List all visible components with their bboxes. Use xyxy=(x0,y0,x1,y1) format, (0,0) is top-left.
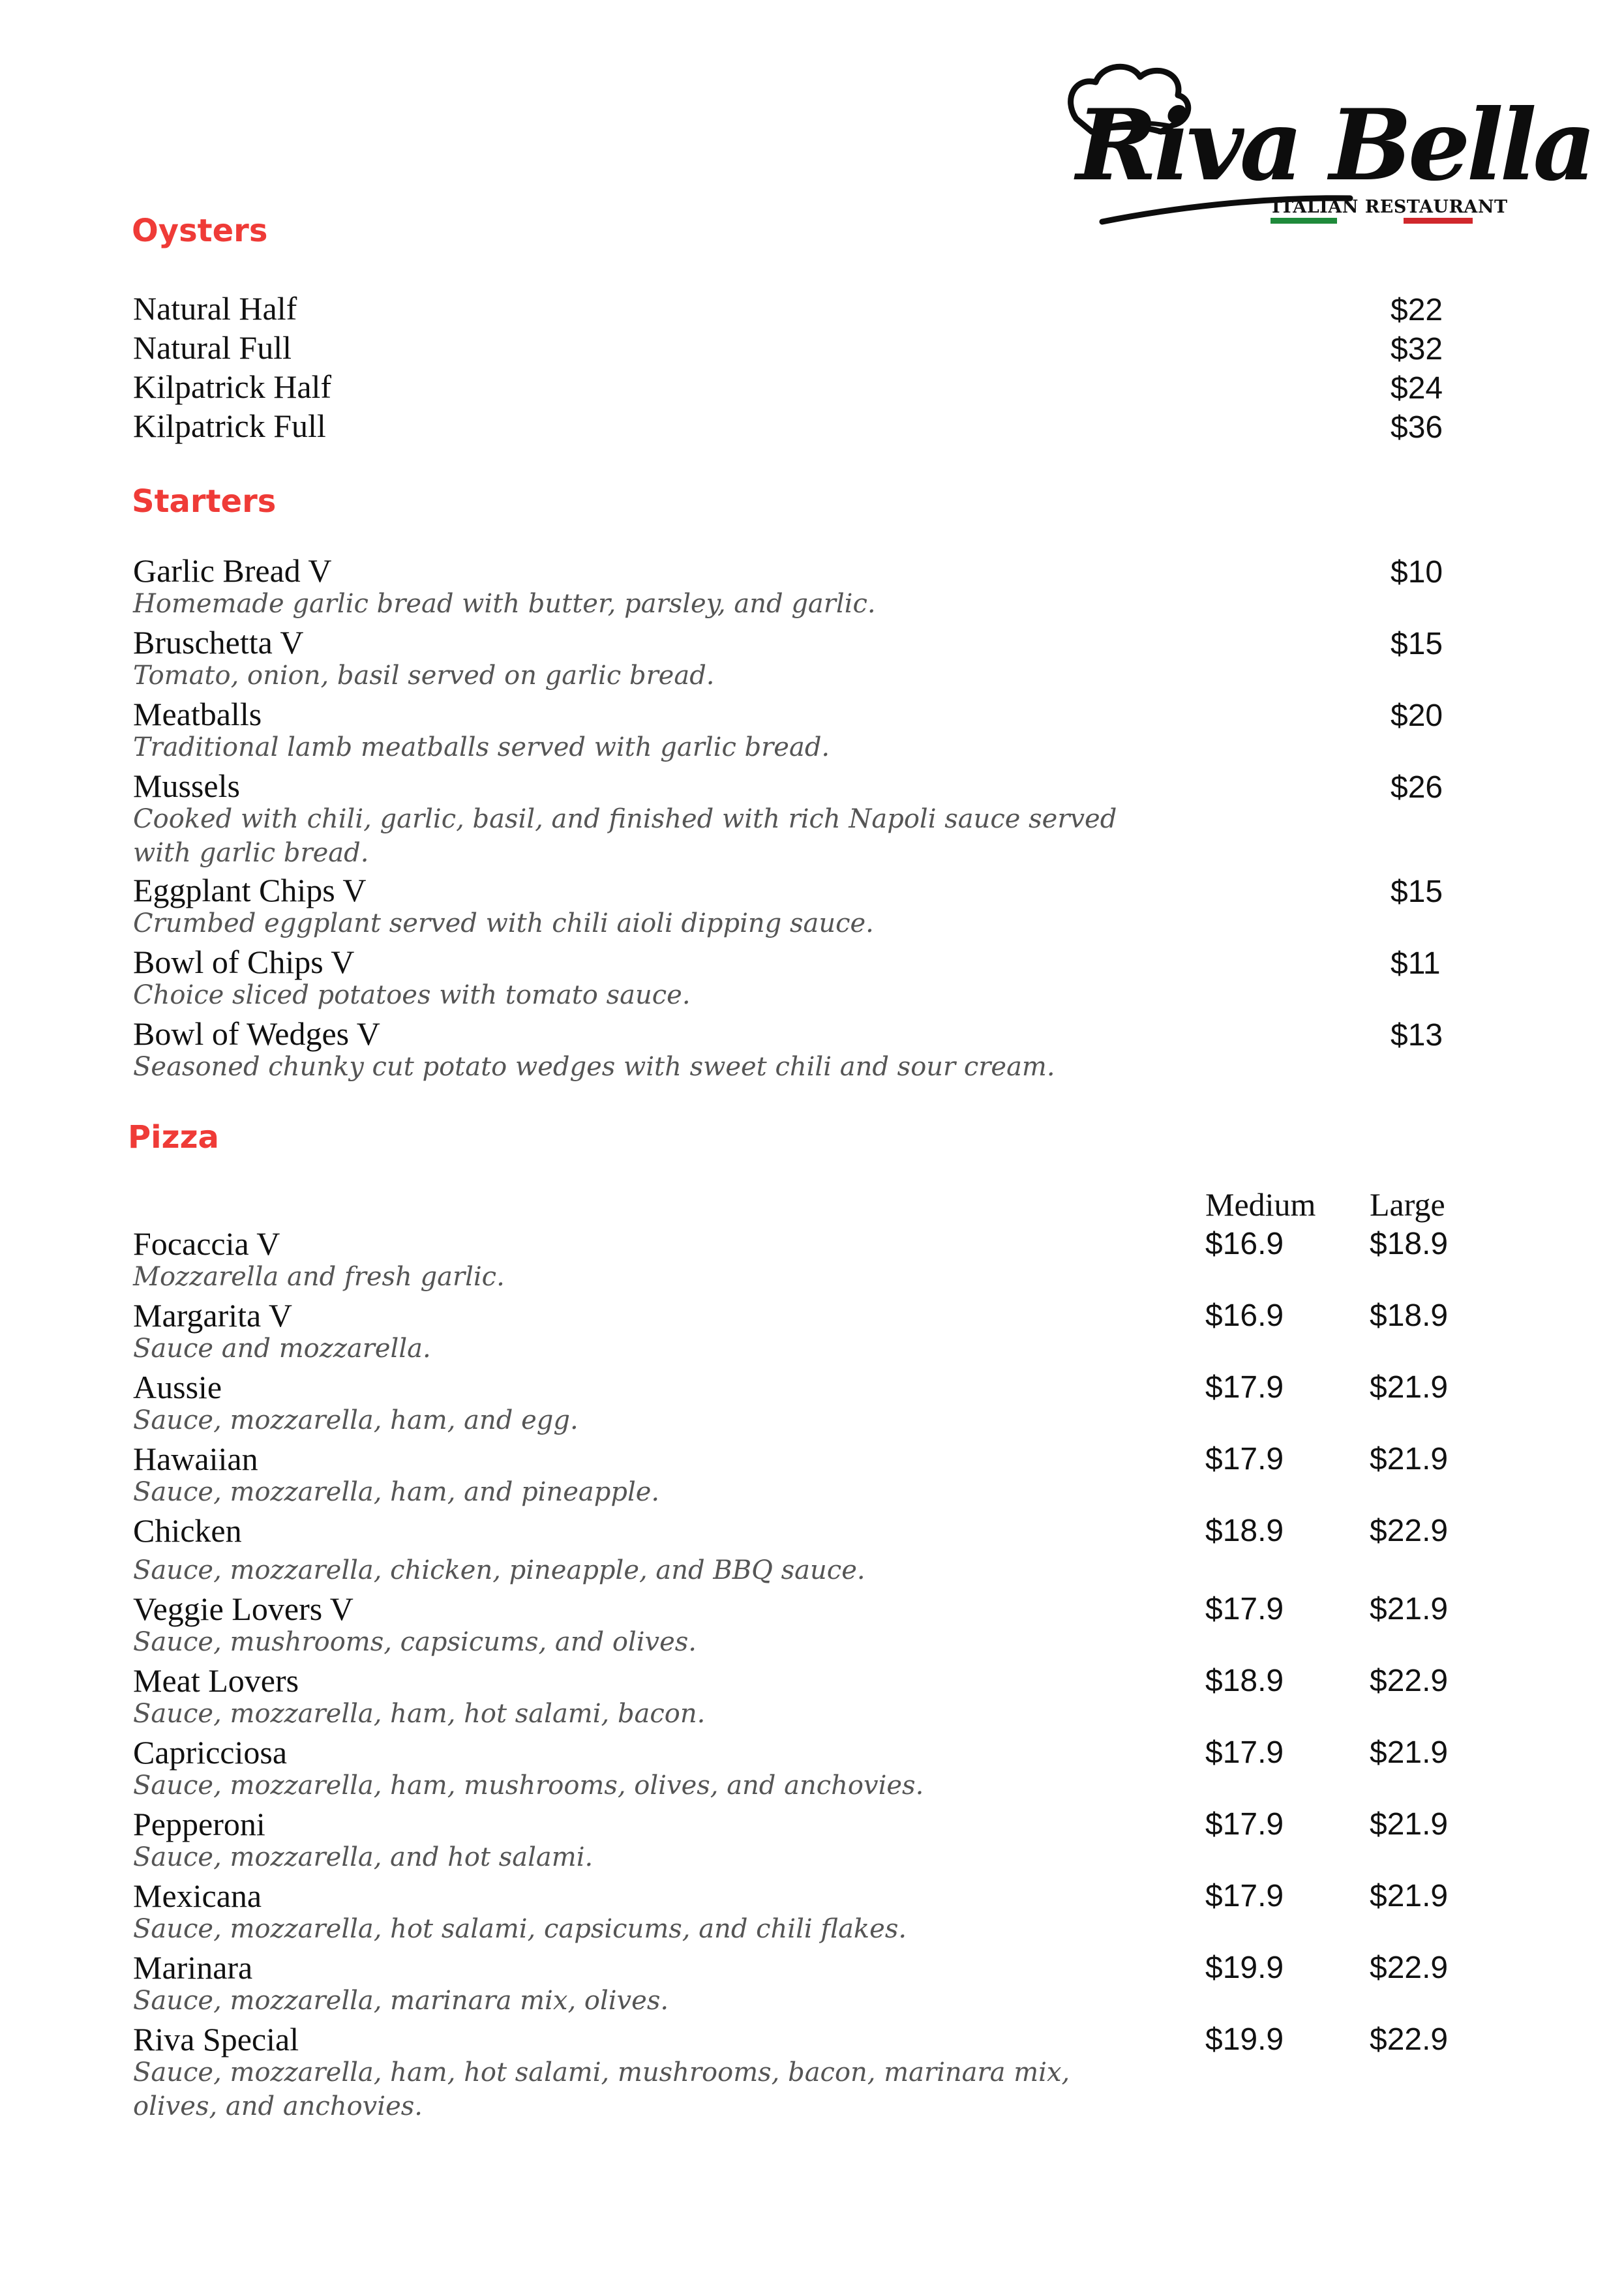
section-title-starters: Starters xyxy=(132,483,277,520)
menu-item-description: Sauce, mozzarella, hot salami, capsicums, and chili flakes. xyxy=(133,1914,907,1944)
menu-item-price-large: $21.9 xyxy=(1370,1442,1449,1476)
menu-item-price: $10 xyxy=(1391,555,1443,590)
menu-item-price-large: $22.9 xyxy=(1370,1951,1449,1985)
column-header-medium: Medium xyxy=(1205,1186,1316,1223)
flag-stripe-red xyxy=(1404,218,1473,224)
menu-item-price-large: $21.9 xyxy=(1370,1735,1449,1770)
menu-item-price: $20 xyxy=(1391,698,1443,733)
menu-item-description: Cooked with chili, garlic, basil, and finished with rich Napoli sauce served with garlic bread. xyxy=(133,804,1117,868)
menu-item-price-large: $18.9 xyxy=(1370,1298,1449,1333)
menu-item-price: $22 xyxy=(1391,293,1443,327)
menu-item-description: Sauce, mozzarella, ham, mushrooms, olives, and anchovies. xyxy=(133,1771,924,1801)
menu-item-price-large: $21.9 xyxy=(1370,1807,1449,1842)
menu-item-name: Meatballs xyxy=(133,696,262,732)
menu-item-price: $24 xyxy=(1391,371,1443,406)
menu-item-description: Sauce, mozzarella, ham, hot salami, mushrooms, bacon, marinara mix, olives, and anchovies. xyxy=(133,2057,1070,2121)
menu-item-description: Crumbed eggplant served with chili aioli dipping sauce. xyxy=(133,908,874,938)
menu-item-description: Tomato, onion, basil served on garlic bread. xyxy=(133,661,715,691)
menu-item-name: Kilpatrick Full xyxy=(133,408,326,444)
menu-item-name: Meat Lovers xyxy=(133,1662,299,1699)
menu-item-price: $32 xyxy=(1391,332,1443,367)
menu-item-price: $36 xyxy=(1391,410,1443,445)
menu-item-name: Bowl of Wedges V xyxy=(133,1015,380,1052)
restaurant-logo xyxy=(1063,59,1593,228)
menu-item-price-large: $18.9 xyxy=(1370,1227,1449,1261)
menu-item-name: Bruschetta V xyxy=(133,624,304,661)
menu-item-price-large: $21.9 xyxy=(1370,1370,1449,1405)
menu-item-price: $15 xyxy=(1391,875,1443,909)
menu-item-price-medium: $17.9 xyxy=(1205,1879,1284,1913)
menu-item-description: Traditional lamb meatballs served with garlic bread. xyxy=(133,732,830,762)
menu-item-name: Natural Full xyxy=(133,329,292,366)
menu-item-name: Eggplant Chips V xyxy=(133,872,367,908)
menu-item-name: Kilpatrick Half xyxy=(133,368,332,405)
menu-item-price-large: $22.9 xyxy=(1370,1514,1449,1548)
menu-item-price-medium: $18.9 xyxy=(1205,1514,1284,1548)
menu-item-price: $15 xyxy=(1391,627,1443,661)
menu-item-description: Sauce and mozzarella. xyxy=(133,1334,431,1364)
menu-item-name: Mussels xyxy=(133,768,240,804)
menu-item-name: Chicken xyxy=(133,1512,242,1549)
menu-item-description: Sauce, mozzarella, marinara mix, olives. xyxy=(133,1986,669,2016)
menu-item-price-medium: $19.9 xyxy=(1205,1951,1284,1985)
menu-item-name: Marinara xyxy=(133,1949,253,1986)
menu-item-description: Sauce, mushrooms, capsicums, and olives. xyxy=(133,1627,697,1657)
column-header-large: Large xyxy=(1370,1186,1445,1223)
menu-item-name: Mexicana xyxy=(133,1878,262,1914)
menu-item-price-medium: $16.9 xyxy=(1205,1298,1284,1333)
menu-item-description: Sauce, mozzarella, ham, and egg. xyxy=(133,1405,579,1435)
menu-item-description: Sauce, mozzarella, ham, and pineapple. xyxy=(133,1477,660,1507)
menu-item-price-medium: $17.9 xyxy=(1205,1592,1284,1626)
menu-item-price-large: $21.9 xyxy=(1370,1592,1449,1626)
menu-item-price-medium: $17.9 xyxy=(1205,1370,1284,1405)
menu-item-price: $26 xyxy=(1391,770,1443,805)
menu-item-price-medium: $18.9 xyxy=(1205,1664,1284,1698)
section-title-oysters: Oysters xyxy=(132,213,268,249)
menu-item-description: Mozzarella and fresh garlic. xyxy=(133,1262,505,1292)
flag-stripe-green xyxy=(1271,218,1337,224)
menu-item-price-large: $22.9 xyxy=(1370,1664,1449,1698)
menu-item-price-medium: $17.9 xyxy=(1205,1807,1284,1842)
menu-item-name: Garlic Bread V xyxy=(133,552,332,589)
menu-item-description: Sauce, mozzarella, ham, hot salami, bacon. xyxy=(133,1699,706,1729)
menu-item-description: Sauce, mozzarella, chicken, pineapple, and BBQ sauce. xyxy=(133,1555,865,1585)
menu-item-description: Seasoned chunky cut potato wedges with sweet chili and sour cream. xyxy=(133,1052,1055,1082)
menu-item-price-large: $21.9 xyxy=(1370,1879,1449,1913)
menu-item-price-large: $22.9 xyxy=(1370,2022,1449,2057)
logo-subtitle: ITALIAN RESTAURANT xyxy=(1272,197,1508,217)
menu-item-name: Hawaiian xyxy=(133,1441,258,1477)
menu-item-name: Bowl of Chips V xyxy=(133,944,355,980)
menu-item-name: Aussie xyxy=(133,1369,222,1405)
menu-item-name: Pepperoni xyxy=(133,1806,265,1842)
menu-item-name: Natural Half xyxy=(133,290,297,327)
menu-item-description: Sauce, mozzarella, and hot salami. xyxy=(133,1842,594,1872)
logo-wordmark: Riva Bella xyxy=(1076,88,1593,203)
menu-item-description: Choice sliced potatoes with tomato sauce. xyxy=(133,980,691,1010)
menu-item-price-medium: $19.9 xyxy=(1205,2022,1284,2057)
menu-item-name: Riva Special xyxy=(133,2021,299,2057)
menu-item-description: Homemade garlic bread with butter, parsley, and garlic. xyxy=(133,589,876,619)
menu-item-price-medium: $17.9 xyxy=(1205,1735,1284,1770)
menu-item-name: Capricciosa xyxy=(133,1734,288,1771)
menu-item-price: $13 xyxy=(1391,1018,1443,1053)
menu-item-name: Focaccia V xyxy=(133,1225,280,1262)
section-title-pizza: Pizza xyxy=(128,1119,219,1156)
menu-item-name: Margarita V xyxy=(133,1297,292,1334)
menu-item-price: $11 xyxy=(1391,946,1441,981)
menu-item-price-medium: $17.9 xyxy=(1205,1442,1284,1476)
menu-item-name: Veggie Lovers V xyxy=(133,1591,353,1627)
menu-item-price-medium: $16.9 xyxy=(1205,1227,1284,1261)
